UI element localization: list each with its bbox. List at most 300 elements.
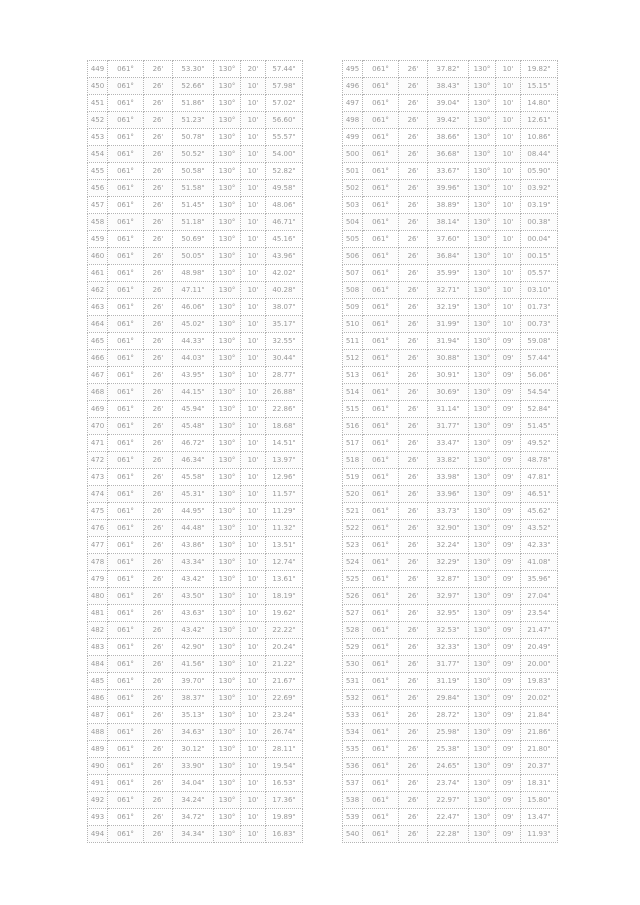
longitude-degrees-cell: 130°	[469, 503, 496, 520]
latitude-seconds-cell: 33.47"	[428, 435, 469, 452]
latitude-seconds-cell: 33.73"	[428, 503, 469, 520]
longitude-minutes-cell: 10'	[241, 486, 266, 503]
latitude-degrees-cell: 061°	[108, 452, 144, 469]
longitude-seconds-cell: 19.83"	[521, 673, 558, 690]
table-row	[343, 78, 558, 95]
latitude-degrees-cell: 061°	[363, 163, 399, 180]
longitude-seconds-cell: 27.04"	[521, 588, 558, 605]
point-number-cell: 475	[88, 503, 108, 520]
longitude-seconds-cell: 55.57"	[266, 129, 303, 146]
longitude-degrees-cell: 130°	[469, 95, 496, 112]
table-row	[88, 418, 303, 435]
latitude-seconds-cell: 45.58"	[173, 469, 214, 486]
latitude-seconds-cell: 44.03"	[173, 350, 214, 367]
longitude-degrees-cell: 130°	[214, 435, 241, 452]
longitude-seconds-cell: 21.84"	[521, 707, 558, 724]
point-number-cell: 458	[88, 214, 108, 231]
point-number-cell: 505	[343, 231, 363, 248]
latitude-degrees-cell: 061°	[108, 214, 144, 231]
latitude-degrees-cell: 061°	[108, 469, 144, 486]
latitude-seconds-cell: 23.74"	[428, 775, 469, 792]
point-number-cell: 509	[343, 299, 363, 316]
longitude-degrees-cell: 130°	[214, 707, 241, 724]
latitude-minutes-cell: 26'	[144, 469, 173, 486]
longitude-degrees-cell: 130°	[214, 265, 241, 282]
longitude-degrees-cell: 130°	[214, 299, 241, 316]
latitude-degrees-cell: 061°	[108, 418, 144, 435]
longitude-degrees-cell: 130°	[469, 78, 496, 95]
longitude-minutes-cell: 09'	[496, 469, 521, 486]
table-row	[88, 503, 303, 520]
point-number-cell: 507	[343, 265, 363, 282]
longitude-degrees-cell: 130°	[469, 112, 496, 129]
longitude-seconds-cell: 20.02"	[521, 690, 558, 707]
longitude-minutes-cell: 10'	[241, 503, 266, 520]
longitude-degrees-cell: 130°	[469, 367, 496, 384]
longitude-degrees-cell: 130°	[214, 452, 241, 469]
longitude-seconds-cell: 51.45"	[521, 418, 558, 435]
latitude-seconds-cell: 31.77"	[428, 418, 469, 435]
latitude-seconds-cell: 43.95"	[173, 367, 214, 384]
point-number-cell: 485	[88, 673, 108, 690]
table-row	[343, 809, 558, 826]
longitude-degrees-cell: 130°	[214, 248, 241, 265]
table-row	[343, 265, 558, 282]
latitude-degrees-cell: 061°	[108, 503, 144, 520]
longitude-degrees-cell: 130°	[469, 299, 496, 316]
longitude-seconds-cell: 23.24"	[266, 707, 303, 724]
point-number-cell: 498	[343, 112, 363, 129]
longitude-minutes-cell: 09'	[496, 605, 521, 622]
latitude-seconds-cell: 43.42"	[173, 571, 214, 588]
latitude-degrees-cell: 061°	[108, 486, 144, 503]
latitude-degrees-cell: 061°	[108, 622, 144, 639]
table-row	[343, 435, 558, 452]
longitude-degrees-cell: 130°	[214, 792, 241, 809]
table-row	[343, 826, 558, 843]
table-row	[88, 367, 303, 384]
latitude-minutes-cell: 26'	[144, 282, 173, 299]
longitude-seconds-cell: 52.84"	[521, 401, 558, 418]
latitude-seconds-cell: 33.67"	[428, 163, 469, 180]
latitude-degrees-cell: 061°	[108, 741, 144, 758]
latitude-minutes-cell: 26'	[399, 503, 428, 520]
latitude-minutes-cell: 26'	[399, 639, 428, 656]
point-number-cell: 477	[88, 537, 108, 554]
longitude-degrees-cell: 130°	[469, 571, 496, 588]
point-number-cell: 535	[343, 741, 363, 758]
longitude-minutes-cell: 09'	[496, 792, 521, 809]
latitude-minutes-cell: 26'	[399, 248, 428, 265]
latitude-degrees-cell: 061°	[363, 571, 399, 588]
longitude-seconds-cell: 59.08"	[521, 333, 558, 350]
point-number-cell: 495	[343, 61, 363, 78]
latitude-degrees-cell: 061°	[363, 401, 399, 418]
longitude-degrees-cell: 130°	[469, 214, 496, 231]
longitude-seconds-cell: 45.62"	[521, 503, 558, 520]
latitude-seconds-cell: 32.24"	[428, 537, 469, 554]
longitude-seconds-cell: 18.31"	[521, 775, 558, 792]
point-number-cell: 473	[88, 469, 108, 486]
longitude-minutes-cell: 10'	[241, 673, 266, 690]
point-number-cell: 472	[88, 452, 108, 469]
latitude-minutes-cell: 26'	[399, 95, 428, 112]
table-row	[343, 775, 558, 792]
latitude-seconds-cell: 51.58"	[173, 180, 214, 197]
table-row	[343, 656, 558, 673]
longitude-minutes-cell: 09'	[496, 418, 521, 435]
latitude-seconds-cell: 39.04"	[428, 95, 469, 112]
point-number-cell: 518	[343, 452, 363, 469]
longitude-minutes-cell: 10'	[496, 197, 521, 214]
latitude-degrees-cell: 061°	[363, 282, 399, 299]
latitude-seconds-cell: 38.89"	[428, 197, 469, 214]
longitude-seconds-cell: 22.22"	[266, 622, 303, 639]
latitude-degrees-cell: 061°	[363, 758, 399, 775]
table-row	[88, 231, 303, 248]
longitude-minutes-cell: 10'	[496, 163, 521, 180]
latitude-seconds-cell: 32.87"	[428, 571, 469, 588]
longitude-degrees-cell: 130°	[214, 724, 241, 741]
longitude-degrees-cell: 130°	[214, 656, 241, 673]
point-number-cell: 464	[88, 316, 108, 333]
longitude-degrees-cell: 130°	[469, 163, 496, 180]
latitude-minutes-cell: 26'	[399, 333, 428, 350]
point-number-cell: 479	[88, 571, 108, 588]
point-number-cell: 478	[88, 554, 108, 571]
longitude-minutes-cell: 10'	[241, 724, 266, 741]
table-row	[343, 673, 558, 690]
point-number-cell: 470	[88, 418, 108, 435]
coordinate-table-right	[342, 60, 558, 843]
latitude-degrees-cell: 061°	[363, 554, 399, 571]
latitude-minutes-cell: 26'	[399, 350, 428, 367]
point-number-cell: 492	[88, 792, 108, 809]
point-number-cell: 450	[88, 78, 108, 95]
latitude-minutes-cell: 26'	[144, 214, 173, 231]
latitude-seconds-cell: 28.72"	[428, 707, 469, 724]
longitude-minutes-cell: 10'	[241, 520, 266, 537]
point-number-cell: 515	[343, 401, 363, 418]
latitude-degrees-cell: 061°	[363, 350, 399, 367]
point-number-cell: 451	[88, 95, 108, 112]
point-number-cell: 449	[88, 61, 108, 78]
table-row	[88, 299, 303, 316]
latitude-minutes-cell: 26'	[144, 673, 173, 690]
longitude-seconds-cell: 15.80"	[521, 792, 558, 809]
longitude-seconds-cell: 19.82"	[521, 61, 558, 78]
longitude-seconds-cell: 52.82"	[266, 163, 303, 180]
longitude-degrees-cell: 130°	[214, 503, 241, 520]
longitude-minutes-cell: 10'	[241, 554, 266, 571]
latitude-minutes-cell: 26'	[144, 367, 173, 384]
latitude-seconds-cell: 22.28"	[428, 826, 469, 843]
latitude-seconds-cell: 35.99"	[428, 265, 469, 282]
latitude-degrees-cell: 061°	[108, 401, 144, 418]
table-row	[343, 350, 558, 367]
longitude-minutes-cell: 10'	[241, 248, 266, 265]
table-row	[88, 622, 303, 639]
longitude-minutes-cell: 09'	[496, 503, 521, 520]
longitude-minutes-cell: 09'	[496, 673, 521, 690]
table-row	[88, 588, 303, 605]
point-number-cell: 484	[88, 656, 108, 673]
latitude-degrees-cell: 061°	[108, 146, 144, 163]
longitude-degrees-cell: 130°	[214, 197, 241, 214]
latitude-minutes-cell: 26'	[144, 571, 173, 588]
latitude-seconds-cell: 43.50"	[173, 588, 214, 605]
longitude-degrees-cell: 130°	[469, 622, 496, 639]
latitude-minutes-cell: 26'	[144, 452, 173, 469]
longitude-degrees-cell: 130°	[469, 741, 496, 758]
longitude-minutes-cell: 10'	[241, 401, 266, 418]
longitude-minutes-cell: 10'	[241, 809, 266, 826]
latitude-seconds-cell: 47.11"	[173, 282, 214, 299]
longitude-seconds-cell: 21.80"	[521, 741, 558, 758]
latitude-minutes-cell: 26'	[399, 792, 428, 809]
point-number-cell: 510	[343, 316, 363, 333]
table-row	[88, 571, 303, 588]
latitude-degrees-cell: 061°	[108, 197, 144, 214]
latitude-seconds-cell: 31.99"	[428, 316, 469, 333]
latitude-degrees-cell: 061°	[108, 656, 144, 673]
longitude-degrees-cell: 130°	[469, 146, 496, 163]
point-number-cell: 504	[343, 214, 363, 231]
latitude-degrees-cell: 061°	[108, 265, 144, 282]
point-number-cell: 531	[343, 673, 363, 690]
latitude-degrees-cell: 061°	[108, 554, 144, 571]
latitude-seconds-cell: 34.34"	[173, 826, 214, 843]
latitude-minutes-cell: 26'	[144, 418, 173, 435]
latitude-degrees-cell: 061°	[108, 350, 144, 367]
longitude-minutes-cell: 10'	[241, 95, 266, 112]
latitude-seconds-cell: 44.48"	[173, 520, 214, 537]
longitude-degrees-cell: 130°	[214, 214, 241, 231]
longitude-minutes-cell: 10'	[496, 214, 521, 231]
longitude-degrees-cell: 130°	[214, 180, 241, 197]
longitude-minutes-cell: 10'	[241, 537, 266, 554]
longitude-degrees-cell: 130°	[214, 282, 241, 299]
table-row	[88, 792, 303, 809]
point-number-cell: 490	[88, 758, 108, 775]
longitude-degrees-cell: 130°	[214, 316, 241, 333]
point-number-cell: 488	[88, 724, 108, 741]
point-number-cell: 511	[343, 333, 363, 350]
latitude-seconds-cell: 51.45"	[173, 197, 214, 214]
latitude-minutes-cell: 26'	[144, 792, 173, 809]
table-row	[88, 401, 303, 418]
point-number-cell: 456	[88, 180, 108, 197]
point-number-cell: 489	[88, 741, 108, 758]
point-number-cell: 538	[343, 792, 363, 809]
longitude-seconds-cell: 05.90"	[521, 163, 558, 180]
point-number-cell: 529	[343, 639, 363, 656]
longitude-seconds-cell: 00.15"	[521, 248, 558, 265]
longitude-seconds-cell: 20.37"	[521, 758, 558, 775]
table-row	[88, 707, 303, 724]
longitude-seconds-cell: 13.47"	[521, 809, 558, 826]
table-row	[88, 316, 303, 333]
latitude-degrees-cell: 061°	[363, 95, 399, 112]
latitude-degrees-cell: 061°	[108, 826, 144, 843]
point-number-cell: 523	[343, 537, 363, 554]
latitude-minutes-cell: 26'	[399, 724, 428, 741]
point-number-cell: 533	[343, 707, 363, 724]
latitude-seconds-cell: 30.12"	[173, 741, 214, 758]
latitude-minutes-cell: 26'	[399, 605, 428, 622]
latitude-degrees-cell: 061°	[108, 588, 144, 605]
latitude-degrees-cell: 061°	[363, 418, 399, 435]
coordinate-table-left	[87, 60, 303, 843]
latitude-minutes-cell: 26'	[144, 758, 173, 775]
latitude-minutes-cell: 26'	[399, 197, 428, 214]
longitude-seconds-cell: 11.57"	[266, 486, 303, 503]
longitude-degrees-cell: 130°	[469, 350, 496, 367]
latitude-degrees-cell: 061°	[108, 520, 144, 537]
latitude-minutes-cell: 26'	[399, 775, 428, 792]
latitude-minutes-cell: 26'	[399, 163, 428, 180]
longitude-degrees-cell: 130°	[469, 758, 496, 775]
longitude-seconds-cell: 57.98"	[266, 78, 303, 95]
latitude-minutes-cell: 26'	[144, 180, 173, 197]
latitude-minutes-cell: 26'	[144, 112, 173, 129]
longitude-minutes-cell: 10'	[496, 78, 521, 95]
point-number-cell: 532	[343, 690, 363, 707]
latitude-minutes-cell: 26'	[144, 605, 173, 622]
longitude-seconds-cell: 35.17"	[266, 316, 303, 333]
latitude-seconds-cell: 35.13"	[173, 707, 214, 724]
latitude-seconds-cell: 45.48"	[173, 418, 214, 435]
longitude-seconds-cell: 14.51"	[266, 435, 303, 452]
latitude-minutes-cell: 26'	[144, 333, 173, 350]
latitude-degrees-cell: 061°	[108, 384, 144, 401]
longitude-degrees-cell: 130°	[214, 741, 241, 758]
table-row	[343, 690, 558, 707]
longitude-minutes-cell: 10'	[241, 231, 266, 248]
longitude-seconds-cell: 47.81"	[521, 469, 558, 486]
longitude-degrees-cell: 130°	[214, 418, 241, 435]
longitude-minutes-cell: 09'	[496, 588, 521, 605]
latitude-seconds-cell: 51.18"	[173, 214, 214, 231]
longitude-minutes-cell: 10'	[241, 180, 266, 197]
latitude-degrees-cell: 061°	[363, 214, 399, 231]
table-row	[88, 95, 303, 112]
latitude-degrees-cell: 061°	[363, 707, 399, 724]
table-row	[343, 401, 558, 418]
table-row	[88, 758, 303, 775]
longitude-degrees-cell: 130°	[469, 809, 496, 826]
longitude-seconds-cell: 22.69"	[266, 690, 303, 707]
point-number-cell: 457	[88, 197, 108, 214]
latitude-seconds-cell: 51.86"	[173, 95, 214, 112]
table-row	[343, 503, 558, 520]
longitude-minutes-cell: 20'	[241, 61, 266, 78]
longitude-minutes-cell: 10'	[496, 265, 521, 282]
latitude-degrees-cell: 061°	[108, 282, 144, 299]
longitude-degrees-cell: 130°	[469, 129, 496, 146]
point-number-cell: 482	[88, 622, 108, 639]
longitude-degrees-cell: 130°	[214, 401, 241, 418]
point-number-cell: 540	[343, 826, 363, 843]
point-number-cell: 522	[343, 520, 363, 537]
longitude-seconds-cell: 26.88"	[266, 384, 303, 401]
table-row	[343, 180, 558, 197]
latitude-minutes-cell: 26'	[144, 129, 173, 146]
point-number-cell: 467	[88, 367, 108, 384]
latitude-minutes-cell: 26'	[144, 554, 173, 571]
longitude-degrees-cell: 130°	[469, 333, 496, 350]
latitude-minutes-cell: 26'	[144, 78, 173, 95]
latitude-minutes-cell: 26'	[399, 588, 428, 605]
latitude-degrees-cell: 061°	[363, 61, 399, 78]
point-number-cell: 517	[343, 435, 363, 452]
latitude-minutes-cell: 26'	[144, 775, 173, 792]
table-row	[88, 469, 303, 486]
latitude-seconds-cell: 43.86"	[173, 537, 214, 554]
latitude-degrees-cell: 061°	[108, 690, 144, 707]
latitude-minutes-cell: 26'	[399, 452, 428, 469]
longitude-seconds-cell: 43.52"	[521, 520, 558, 537]
table-row	[88, 724, 303, 741]
longitude-minutes-cell: 10'	[241, 690, 266, 707]
point-number-cell: 454	[88, 146, 108, 163]
latitude-seconds-cell: 52.66"	[173, 78, 214, 95]
longitude-seconds-cell: 16.83"	[266, 826, 303, 843]
point-number-cell: 463	[88, 299, 108, 316]
longitude-minutes-cell: 10'	[496, 299, 521, 316]
point-number-cell: 512	[343, 350, 363, 367]
latitude-minutes-cell: 26'	[144, 197, 173, 214]
point-number-cell: 469	[88, 401, 108, 418]
table-row	[88, 282, 303, 299]
longitude-degrees-cell: 130°	[214, 588, 241, 605]
latitude-degrees-cell: 061°	[108, 316, 144, 333]
longitude-degrees-cell: 130°	[214, 129, 241, 146]
latitude-minutes-cell: 26'	[399, 571, 428, 588]
longitude-seconds-cell: 17.36"	[266, 792, 303, 809]
longitude-degrees-cell: 130°	[469, 197, 496, 214]
latitude-seconds-cell: 46.34"	[173, 452, 214, 469]
longitude-minutes-cell: 10'	[241, 605, 266, 622]
latitude-minutes-cell: 26'	[399, 78, 428, 95]
longitude-minutes-cell: 10'	[496, 180, 521, 197]
longitude-seconds-cell: 15.15"	[521, 78, 558, 95]
latitude-minutes-cell: 26'	[399, 758, 428, 775]
latitude-degrees-cell: 061°	[363, 469, 399, 486]
table-row	[343, 622, 558, 639]
latitude-degrees-cell: 061°	[363, 537, 399, 554]
longitude-seconds-cell: 49.52"	[521, 435, 558, 452]
longitude-minutes-cell: 09'	[496, 622, 521, 639]
latitude-minutes-cell: 26'	[144, 656, 173, 673]
latitude-minutes-cell: 26'	[399, 384, 428, 401]
longitude-minutes-cell: 10'	[241, 316, 266, 333]
point-number-cell: 483	[88, 639, 108, 656]
table-row	[88, 639, 303, 656]
latitude-degrees-cell: 061°	[363, 367, 399, 384]
point-number-cell: 499	[343, 129, 363, 146]
latitude-seconds-cell: 51.23"	[173, 112, 214, 129]
longitude-degrees-cell: 130°	[469, 265, 496, 282]
latitude-seconds-cell: 32.53"	[428, 622, 469, 639]
latitude-degrees-cell: 061°	[108, 129, 144, 146]
table-row	[88, 826, 303, 843]
longitude-minutes-cell: 09'	[496, 758, 521, 775]
latitude-degrees-cell: 061°	[363, 673, 399, 690]
table-row	[88, 435, 303, 452]
longitude-minutes-cell: 09'	[496, 350, 521, 367]
latitude-minutes-cell: 26'	[399, 418, 428, 435]
